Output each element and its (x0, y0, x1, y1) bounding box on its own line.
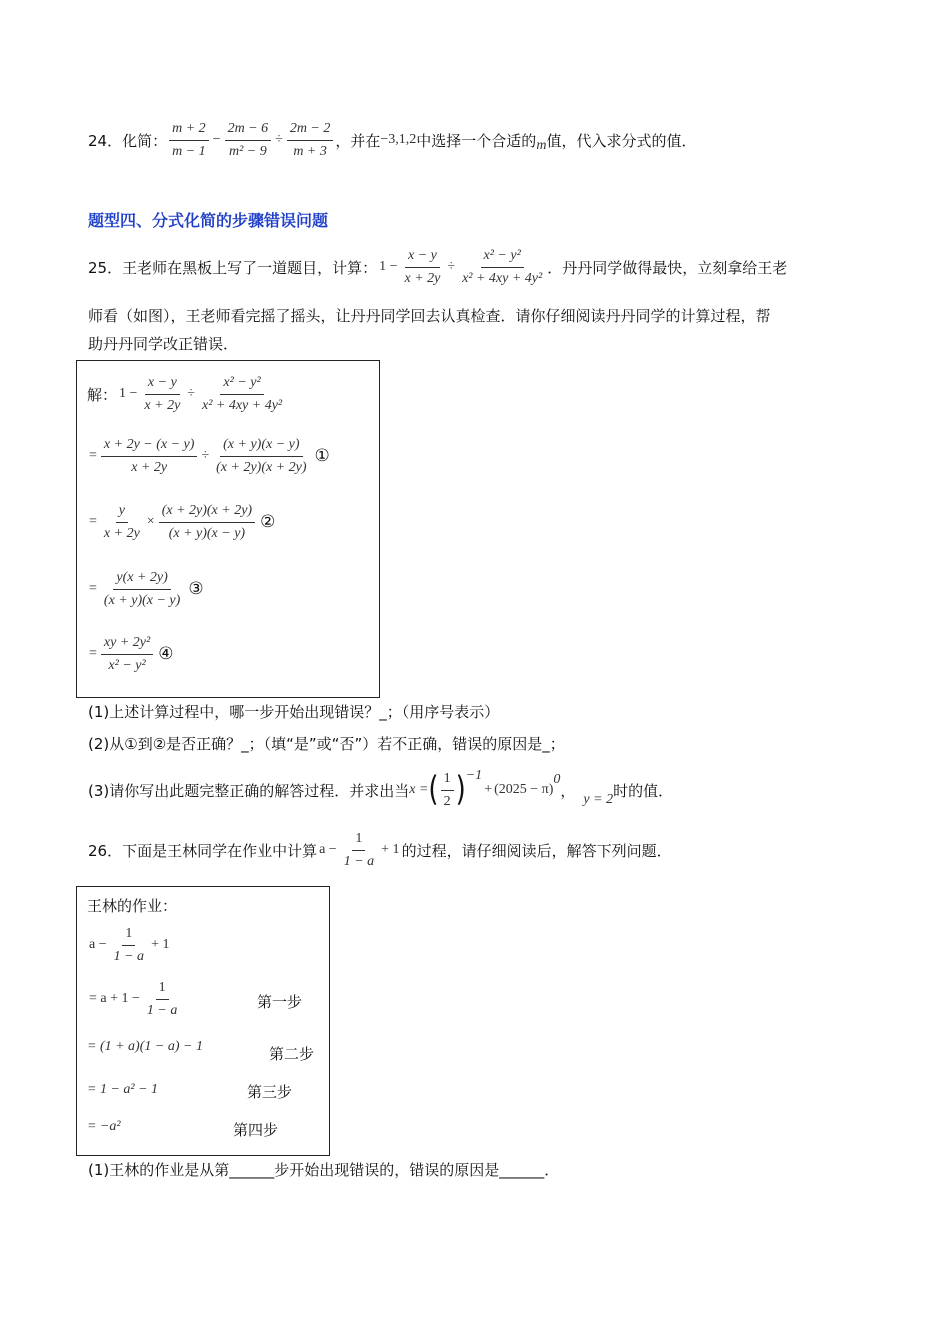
step-label-4: 第四步 (233, 1121, 279, 1139)
homework-row-0: a − $\frac{1}{1 - a}$ + 1 (89, 925, 170, 964)
solution-row-0: 解： 1 − $\frac{x - y}{x + 2y}$ ÷ $\frac{\text{x² − y²}}{\text{x² + 4xy + 4y²}}$ (87, 374, 283, 413)
homework-title: 王林的作业： (87, 897, 178, 915)
step-mark-2: ② (260, 512, 276, 532)
q24-frac2: $\frac{2m - 6}{\text{m² − 9}}$ (225, 119, 272, 162)
q24-line: 24．化简： $\frac{m + 2}{m - 1}$ − $\frac{2m - 6}{\text{m² − 9}}$ ÷ $\frac{2m - 2}{m + 3}$ ，并在 −3,1,2 中选择一个合适的 m 值，代入求分式的值． (88, 116, 696, 164)
q26-sub1: (1)王林的作业是从第______步开始出现错误的，错误的原因是______． (88, 1161, 560, 1179)
q24-frac1: $\frac{m + 2}{m - 1}$ (169, 119, 209, 162)
solution-row-1: = $\frac{x + 2y - (x - y)}{x + 2y}$ ÷ $\frac{(x + y)(x - y)}{(x + 2y)(x + 2y)}$ ① (89, 436, 330, 475)
q24-label: 24．化简： (88, 131, 168, 150)
step-label-3: 第三步 (247, 1083, 293, 1101)
section-heading: 题型四、分式化简的步骤错误问题 (88, 211, 329, 230)
q26-intro: 26．下面是王林同学在作业中计算 a − $\frac{1}{1 - a}$ + 1 的过程，请仔细阅读后，解答下列问题． (88, 830, 672, 869)
homework-row-4: = −a² (87, 1119, 121, 1134)
q24-frac3: $\frac{2m - 2}{m + 3}$ (287, 119, 334, 162)
q25-sub1: (1)上述计算过程中，哪一步开始出现错误？_；（用序号表示） (88, 703, 500, 721)
q25-intro: 25．王老师在黑板上写了一道题目，计算： 1 − $\frac{x - y}{x + 2y}$ ÷ $\frac{\text{x² − y²}}{\text{x² + 4xy + 4y²}}$ ．丹丹同学做得最快，立刻拿给王老 (88, 247, 788, 286)
step-mark-1: ① (314, 446, 330, 466)
q25-line3: 助丹丹同学改正错误． (88, 335, 239, 353)
q25-solution-box (76, 360, 380, 698)
solution-row-3: = $\frac{y(x + 2y)}{(x + y)(x - y)}$ ③ (89, 569, 204, 608)
q25-line2: 师看（如图），王老师看完摇了摇头，让丹丹同学回去认真检查．请你仔细阅读丹丹同学的计算过程，帮 (88, 307, 771, 325)
q24-set: −3,1,2 (380, 132, 417, 147)
q25-sub3: (3)请你写出此题完整正确的解答过程．并求出当 x = ( $\frac{1}{2}$ ) $^{-1}$ + (2025 − π) $^0$ ， y = 2 时的值． (88, 768, 674, 810)
step-label-2: 第二步 (269, 1045, 315, 1063)
solution-row-2: = $\frac{y}{x + 2y}$ × $\frac{(x + 2y)(x + 2y)}{(x + y)(x - y)}$ ② (89, 502, 276, 541)
step-label-1: 第一步 (257, 993, 303, 1011)
step-mark-4: ④ (158, 644, 174, 664)
step-mark-3: ③ (188, 579, 204, 599)
homework-row-1: = a + 1 − $\frac{1}{1 - a}$ (89, 979, 178, 1018)
solution-row-4: = $\frac{\text{xy + 2y²}}{\text{x² − y²}}$ ④ (89, 634, 174, 673)
q26-homework-box (76, 886, 330, 1156)
homework-row-3: = 1 − a² − 1 (87, 1082, 159, 1097)
q24-var: m (536, 138, 547, 153)
homework-row-2: = (1 + a)(1 − a) − 1 (87, 1039, 203, 1054)
q25-sub2: (2)从①到②是否正确？_；（填“是”或“否”）若不正确，错误的原因是_； (88, 735, 565, 753)
